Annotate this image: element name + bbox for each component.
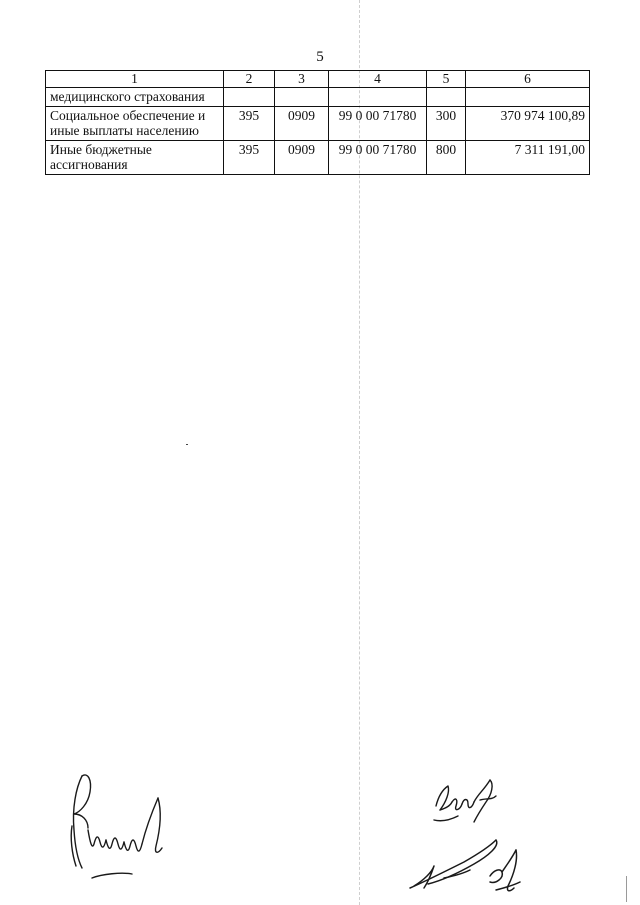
row-col4: [329, 88, 427, 107]
scan-speck: [186, 444, 188, 445]
table-row: [46, 88, 590, 107]
row-col6: 7 311 191,00: [466, 140, 590, 174]
row-col2: [224, 88, 275, 107]
row-col5: 800: [427, 140, 466, 174]
row-col6: [466, 88, 590, 107]
scan-edge-mark: [626, 876, 627, 902]
row-col5: [427, 88, 466, 107]
column-header: 1: [46, 71, 224, 88]
signature-right-top-icon: [428, 770, 508, 830]
column-header: 4: [329, 71, 427, 88]
row-name: Социальное обеспечение и иные выплаты населению: [46, 106, 224, 140]
column-header: 5: [427, 71, 466, 88]
row-col4: 99 0 00 71780: [329, 140, 427, 174]
row-col6: 370 974 100,89: [466, 106, 590, 140]
table-header-row: [46, 71, 590, 88]
page-number: 5: [316, 49, 324, 65]
column-header: 2: [224, 71, 275, 88]
row-col4: 99 0 00 71780: [329, 106, 427, 140]
row-name: Иные бюджетные ассигнования: [46, 140, 224, 174]
row-col3: 0909: [275, 140, 329, 174]
column-header: 6: [466, 71, 590, 88]
signature-right-bottom-icon: [404, 830, 536, 900]
signature-left-icon: [62, 768, 180, 880]
table-row: [46, 140, 590, 174]
row-col2: 395: [224, 106, 275, 140]
table-row: [46, 106, 590, 140]
row-col3: 0909: [275, 106, 329, 140]
row-col5: 300: [427, 106, 466, 140]
row-col2: 395: [224, 140, 275, 174]
budget-table: [45, 70, 590, 175]
row-name: медицинского страхования: [46, 88, 224, 107]
row-col3: [275, 88, 329, 107]
column-header: 3: [275, 71, 329, 88]
